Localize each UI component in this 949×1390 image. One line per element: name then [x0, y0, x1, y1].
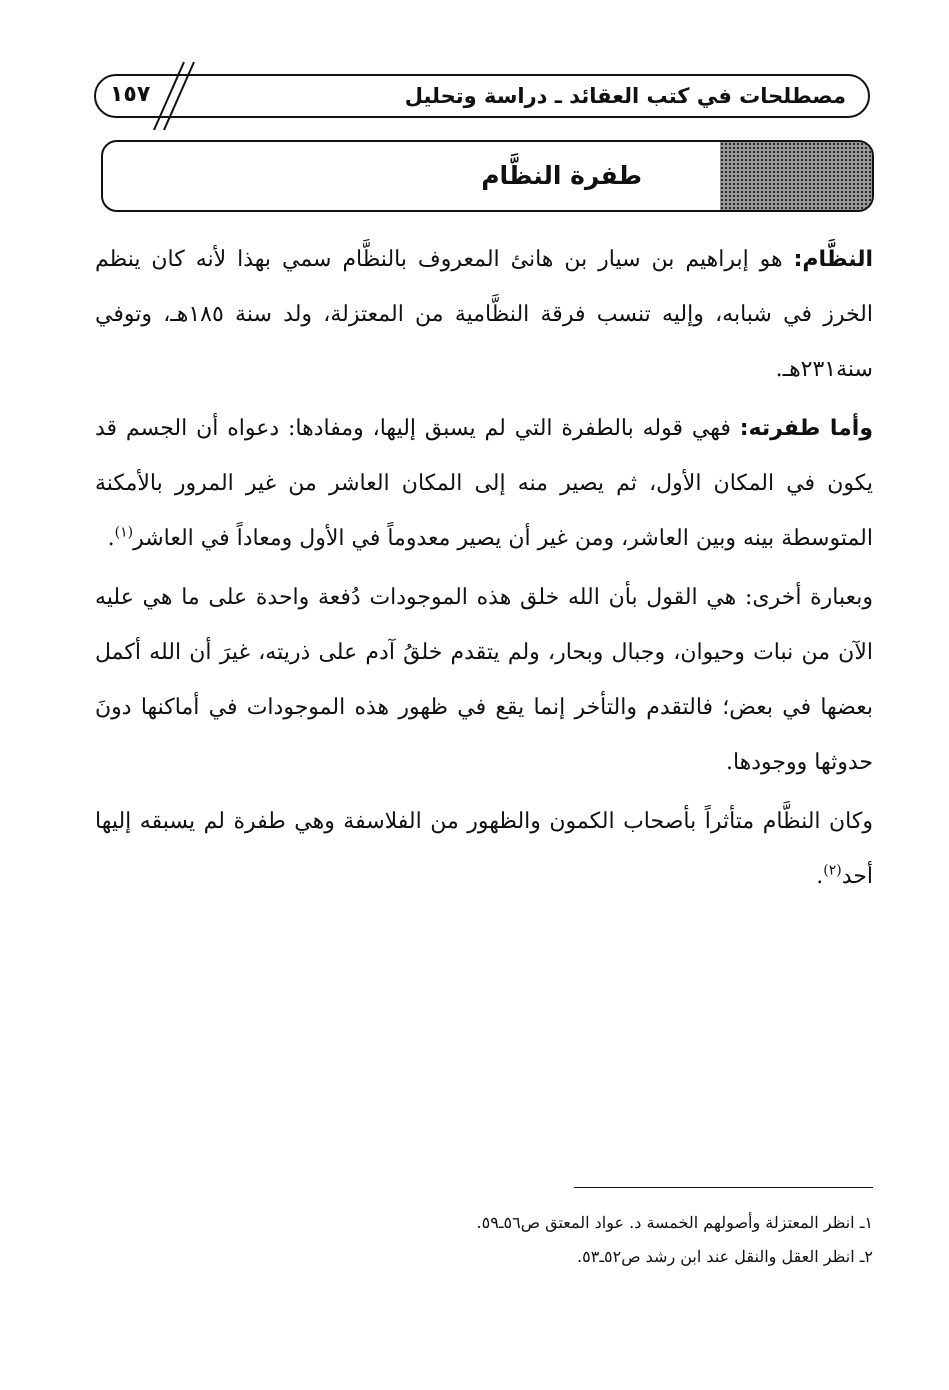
term-tafra: وأما طفرته:: [739, 416, 873, 441]
paragraph-1-text: هو إبراهيم بن سيار بن هانئ المعروف بالنظَّام سمي بهذا لأنه كان ينظم الخرز في شبابه، وإليه تنسب فرقة النظَّامية من المعتزلة، ولد سنة ١٨٥هـ، وتوفي سنة٢٣١هـ.: [95, 247, 873, 382]
page-number-divider-icon: [140, 60, 200, 132]
running-header: [94, 74, 870, 118]
book-title: مصطلحات في كتب العقائد ـ دراسة وتحليل: [404, 84, 846, 108]
paragraph-4-end: .: [816, 864, 824, 889]
footnote-ref-2[interactable]: (٢): [823, 862, 842, 879]
paragraph-3: [95, 570, 873, 790]
footnote-2: ٢ـ انظر العقل والنقل عند ابن رشد ص٥٢ـ٥٣.: [577, 1247, 873, 1266]
paragraph-4-text: وكان النظَّام متأثراً بأصحاب الكمون والظهور من الفلاسفة وهي طفرة لم يسبقه إليها أحد: [95, 809, 873, 889]
footnote-separator: [574, 1187, 873, 1188]
paragraph-3-text: وبعبارة أخرى: هي القول بأن الله خلق هذه الموجودات دُفعة واحدة على ما هي عليه الآن من نبات وحيوان، وجبال وبحار، ولم يتقدم خلقُ آدم على ذريته، غيرَ أن الله أكمل بعضها في بعض؛ فالتقدم والتأخر إنما يقع في ظهور هذه الموجودات في أماكنها دونَ حدوثها ووجودها.: [95, 585, 873, 775]
body-text: [95, 232, 873, 904]
footnotes: [173, 1206, 873, 1274]
footnote-1: ١ـ انظر المعتزلة وأصولهم الخمسة د. عواد المعتق ص٥٦ـ٥٩.: [476, 1213, 873, 1232]
paragraph-4: [95, 794, 873, 904]
decorative-dot-pattern: [720, 142, 872, 210]
term-nazzam: النظَّام:: [793, 247, 873, 272]
paragraph-2: [95, 401, 873, 566]
paragraph-1: [95, 232, 873, 397]
footnote-ref-1[interactable]: (١): [114, 524, 134, 541]
page-number: ١٥٧: [110, 82, 151, 107]
paragraph-2-end: .: [107, 526, 115, 551]
section-title: طفرة النظَّام: [481, 161, 642, 190]
section-title-box: [101, 140, 874, 212]
paragraph-2-text: فهي قوله بالطفرة التي لم يسبق إليها، ومفادها: دعواه أن الجسم قد يكون في المكان الأول، ثم يصير منه إلى المكان العاشر من غير المرور بالأمكنة المتوسطة بينه وبين العاشر، ومن غير أن يصير معدوماً في الأول ومعاداً في العاشر: [95, 416, 873, 551]
